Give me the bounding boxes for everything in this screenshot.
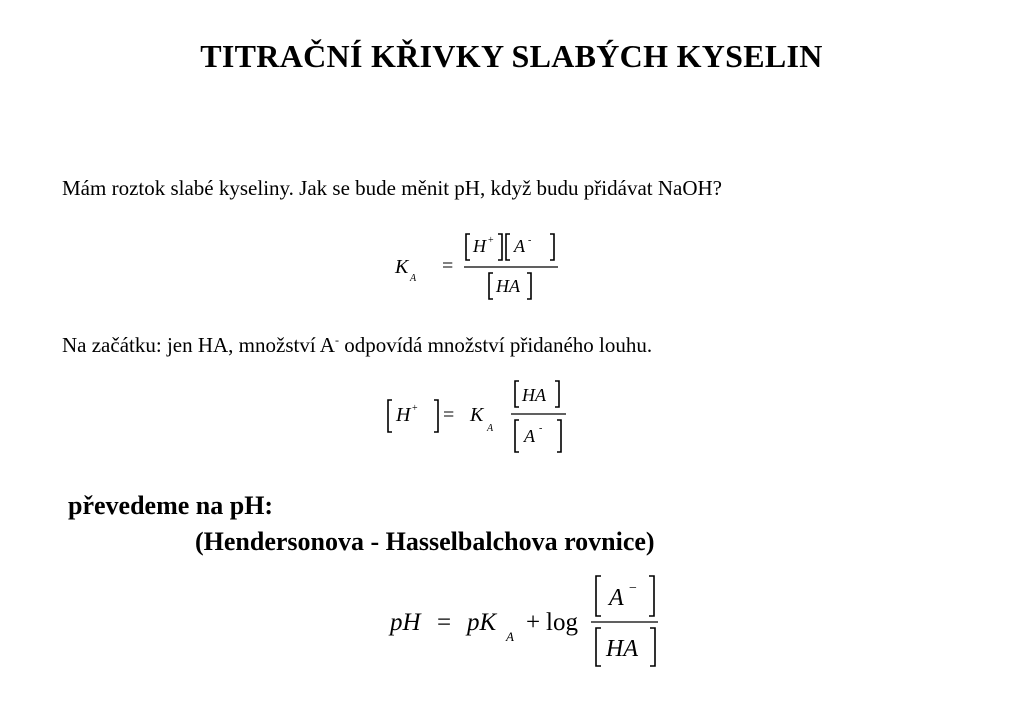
start-text-before: Na začátku: jen HA, množství A	[62, 333, 335, 357]
pka-symbol: pK	[467, 609, 497, 636]
a-symbol: A	[514, 236, 525, 256]
h-symbol: H	[396, 404, 411, 426]
start-text	[62, 333, 652, 358]
start-text-charge: -	[334, 333, 339, 347]
equation-name: (Hendersonova - Hasselbalchova rovnice)	[195, 527, 655, 556]
a-charge: −	[629, 581, 637, 596]
h-charge: +	[412, 403, 418, 414]
log-function: log	[546, 609, 578, 636]
equals-sign: =	[437, 609, 452, 636]
convert-heading: převedeme na pH:	[68, 491, 274, 520]
equals-sign: =	[443, 404, 455, 426]
hydrogen-ion-formula	[380, 376, 580, 460]
ha-symbol: HA	[522, 385, 546, 405]
h-symbol: H	[473, 236, 486, 256]
ha-symbol: HA	[606, 636, 638, 662]
henderson-hasselbalch-formula	[385, 572, 675, 672]
ka-subscript: A	[410, 273, 417, 284]
ka-symbol: K	[470, 404, 484, 426]
h-charge: +	[488, 235, 494, 246]
ha-symbol: HA	[496, 276, 520, 296]
equals-sign: =	[442, 255, 454, 277]
pka-subscript: A	[506, 629, 514, 644]
ph-symbol: pH	[390, 609, 421, 636]
a-symbol: A	[609, 585, 624, 611]
plus-sign: +	[526, 609, 541, 636]
a-symbol: A	[524, 426, 535, 446]
ka-definition-formula	[380, 226, 580, 306]
ka-subscript: A	[487, 423, 494, 434]
ka-symbol: K	[395, 256, 409, 278]
a-charge: -	[528, 235, 532, 246]
a-charge: -	[539, 423, 543, 434]
intro-text: Mám roztok slabé kyseliny. Jak se bude měnit pH, když budu přidávat NaOH?	[62, 176, 722, 200]
start-text-after: odpovídá množství přidaného louhu.	[338, 333, 653, 357]
slide-title: TITRAČNÍ KŘIVKY SLABÝCH KYSELIN	[200, 38, 823, 74]
